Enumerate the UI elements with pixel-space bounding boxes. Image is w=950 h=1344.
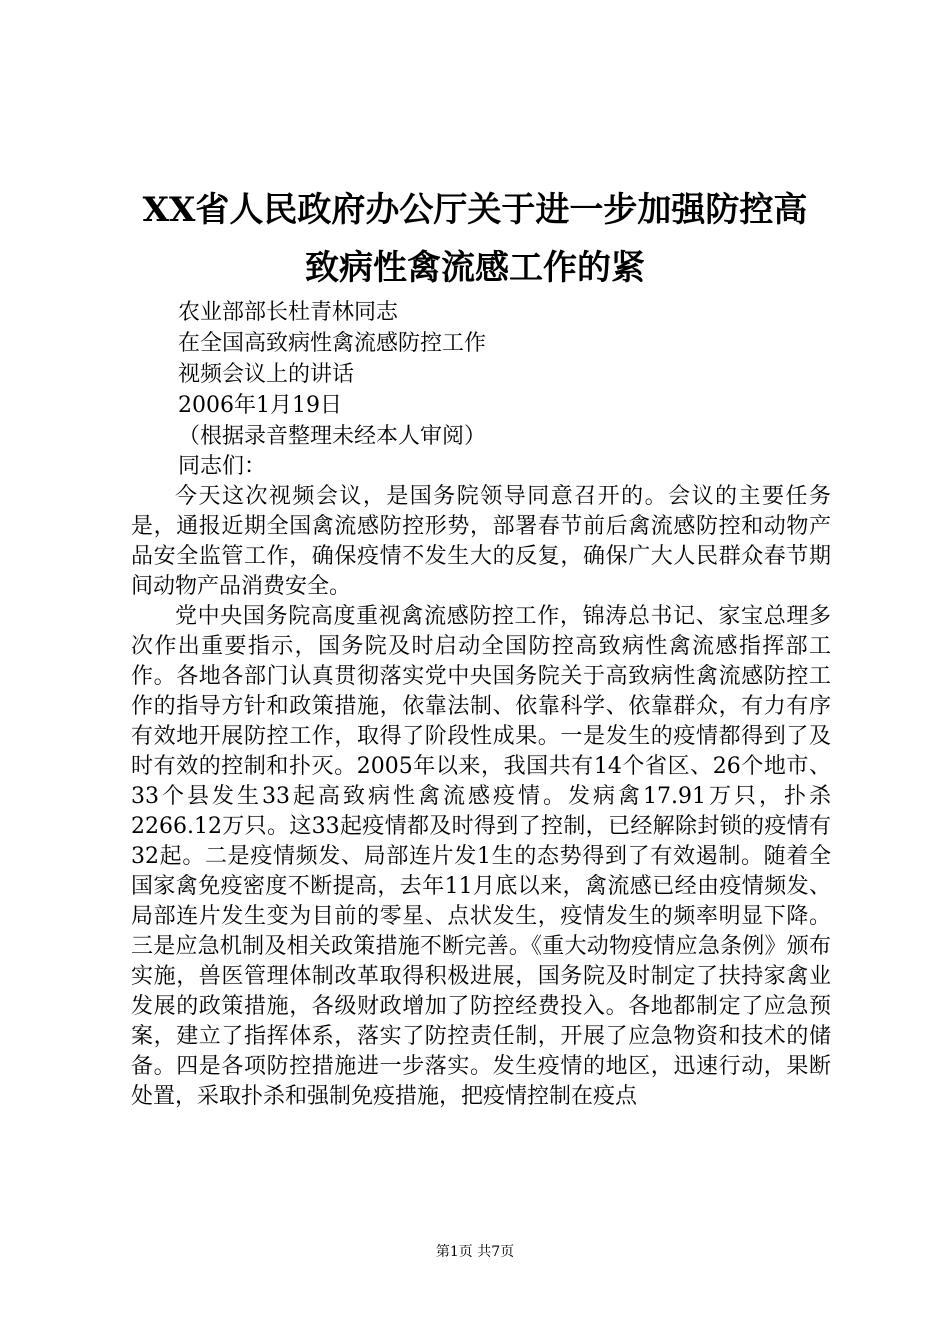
document-title-line-1: XX省人民政府办公厅关于进一步加强防控高 <box>142 190 808 230</box>
page-number-footer: 第1页 共7页 <box>435 1244 515 1260</box>
date-line: 2006年1月19日 <box>178 393 342 418</box>
document-body <box>131 482 831 1112</box>
speaker-line: 农业部部长杜青林同志 <box>178 300 399 325</box>
paragraph: 党中央国务院高度重视禽流感防控工作，锦涛总书记、家宝总理多次作出重要指示，国务院及时启动全国防控高致病性禽流感指挥部工作。各地各部门认真贯彻落实党中央国务院关于高致病性禽流感防控工作的指导方针和政策措施，依靠法制、依靠科学、依靠群众，有力有序有效地开展防控工作，取得了阶段性成果。一是发生的疫情都得到了及时有效的控制和扑灭。2005年以来，我国共有14个省区、26个地市、33个县发生33起高致病性禽流感疫情。发病禽17.91万只，扑杀2266.12万只。这33起疫情都及时得到了控制，已经解除封锁的疫情有32起。二是疫情频发、局部连片发1生的态势得到了有效遏制。随着全国家禽免疫密度不断提高，去年11月底以来，禽流感已经由疫情频发、局部连片发生变为目前的零星、点状发生，疫情发生的频率明显下降。三是应急机制及相关政策措施不断完善。《重大动物疫情应急条例》颁布实施，兽医管理体制改革取得积极进展，国务院及时制定了扶持家禽业发展的政策措施，各级财政增加了防控经费投入。各地都制定了应急预案，建立了指挥体系，落实了防控责任制，开展了应急物资和技术的储备。四是各项防控措施进一步落实。发生疫情的地区，迅速行动，果断处置，采取扑杀和强制免疫措施，把疫情控制在疫点 <box>131 604 831 1109</box>
paragraph: 今天这次视频会议，是国务院领导同意召开的。会议的主要任务是，通报近期全国禽流感防控形势，部署春节前后禽流感防控和动物产品安全监管工作，确保疫情不发生大的反复，确保广大人民群众春节期间动物产品消费安全。 <box>131 484 831 599</box>
salutation: 同志们： <box>178 454 267 479</box>
note-line: （根据录音整理未经本人审阅） <box>178 424 487 449</box>
document-title-line-2: 致病性禽流感工作的紧 <box>305 248 645 288</box>
event-line: 在全国高致病性禽流感防控工作 <box>178 331 487 356</box>
event-line-2: 视频会议上的讲话 <box>178 362 355 387</box>
